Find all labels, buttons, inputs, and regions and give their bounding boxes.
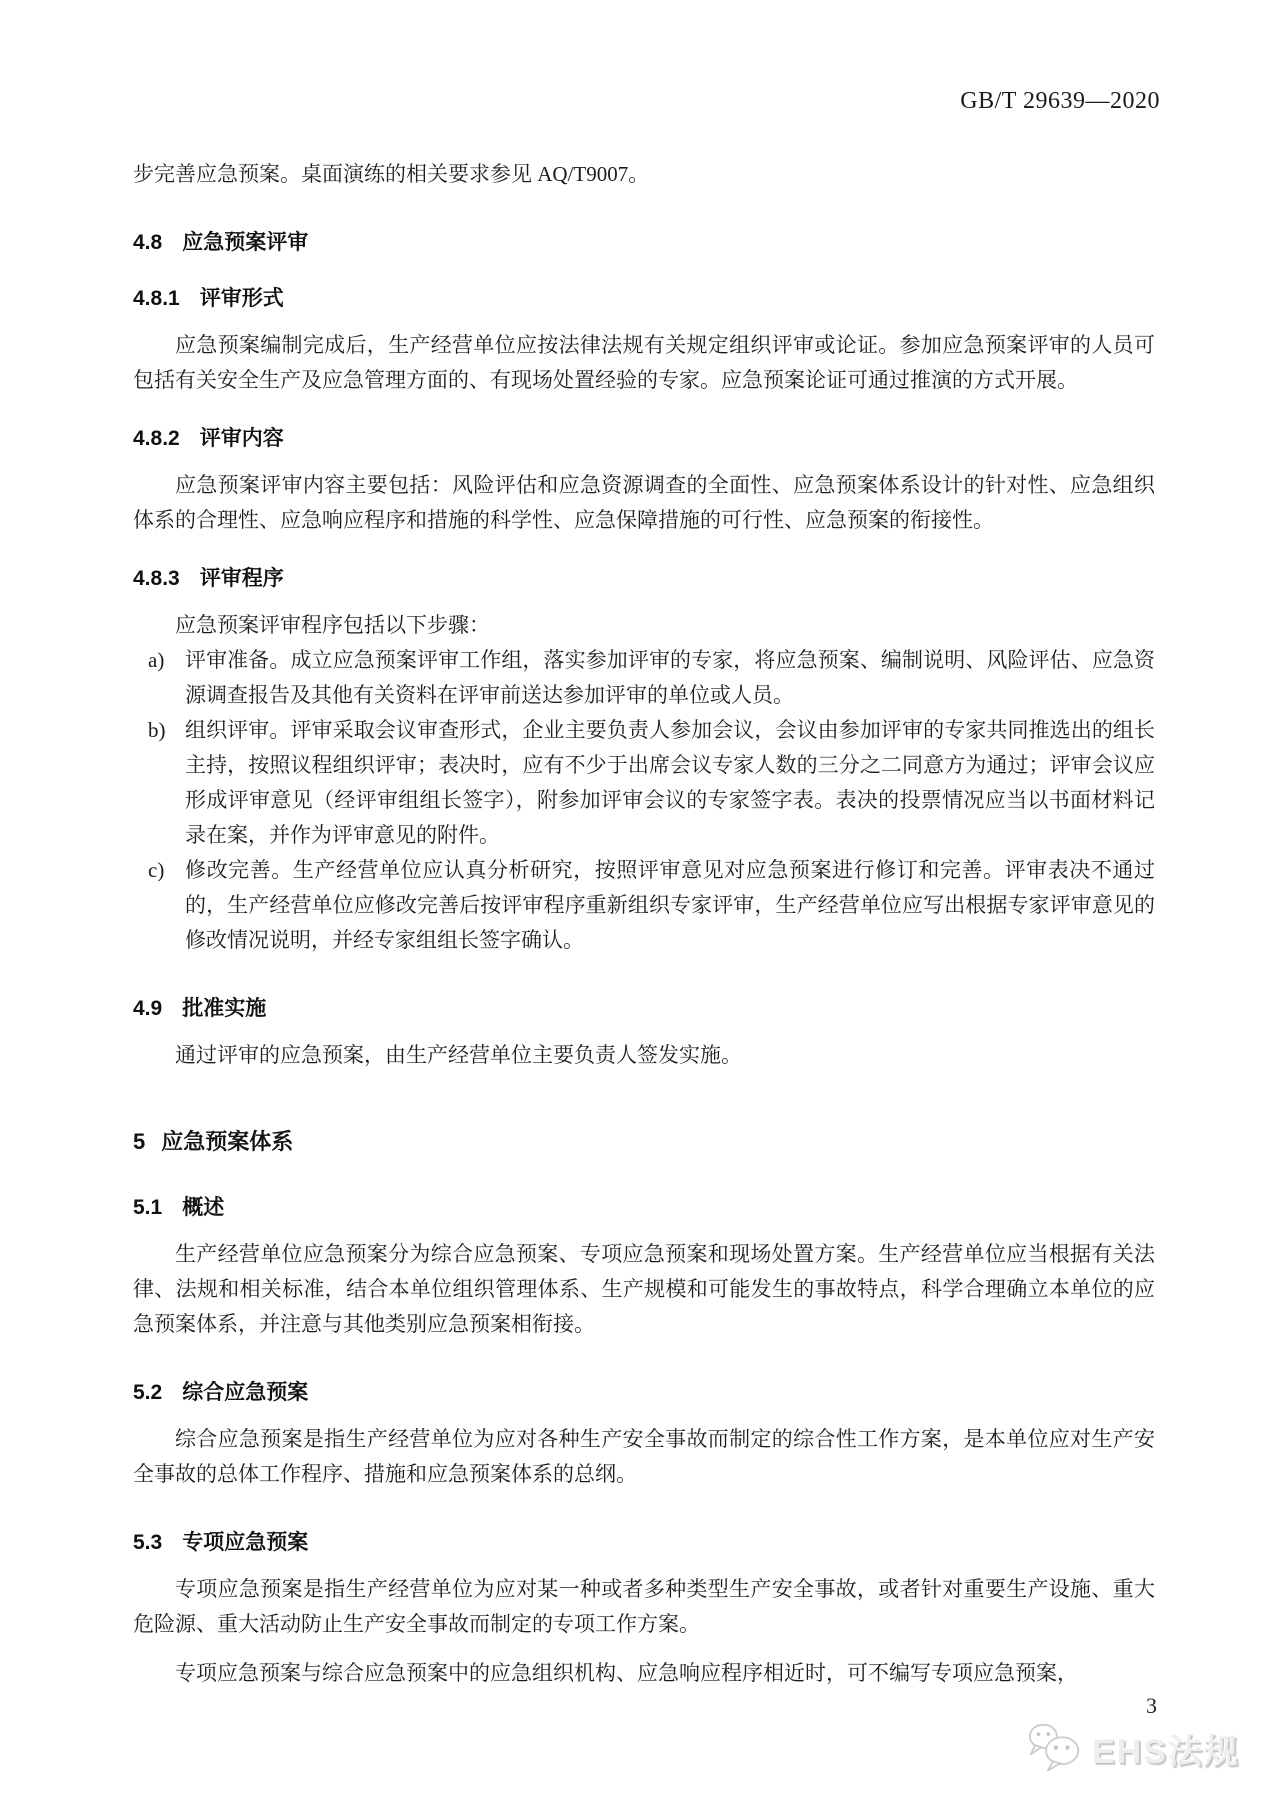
section-number: 5.3 — [133, 1531, 163, 1554]
watermark-label: EHS法规 — [1092, 1732, 1240, 1771]
list-lead-paragraph: 应急预案评审程序包括以下步骤： — [175, 613, 490, 637]
section-heading-5-2 — [133, 1378, 1155, 1408]
section-heading-4-8 — [133, 228, 1155, 258]
section-title: 批准实施 — [182, 997, 267, 1020]
section-heading-4-8-2 — [133, 424, 1155, 454]
review-procedure-list — [133, 643, 1155, 958]
continuation-paragraph: 步完善应急预案。桌面演练的相关要求参见 AQ/T9007。 — [133, 162, 650, 186]
list-item-a — [133, 643, 1155, 713]
section-heading-4-9 — [133, 994, 1155, 1024]
section-title: 评审形式 — [199, 287, 284, 310]
chapter-heading-5 — [133, 1127, 1155, 1157]
list-marker: a) — [148, 648, 165, 672]
chapter-number: 5 — [133, 1129, 146, 1154]
wechat-bubbles-icon — [1026, 1722, 1084, 1774]
list-marker: c) — [148, 858, 165, 882]
paragraph-4-8-2: 应急预案评审内容主要包括：风险评估和应急资源调查的全面性、应急预案体系设计的针对性、应急组织体系的合理性、应急响应程序和措施的科学性、应急保障措施的可行性、应急预案的衔接性。 — [133, 473, 1155, 532]
document-body — [133, 143, 1155, 1691]
list-item-text: 修改完善。生产经营单位应认真分析研究，按照评审意见对应急预案进行修订和完善。评审表决不通过的，生产经营单位应修改完善后按评审程序重新组织专家评审，生产经营单位应写出根据专家评审意见的修改情况说明，并经专家组组长签字确认。 — [185, 858, 1155, 952]
section-number: 5.1 — [133, 1196, 163, 1219]
list-marker: b) — [148, 718, 166, 742]
standard-code-header: GB/T 29639—2020 — [960, 88, 1160, 114]
paragraph-5-3-second: 专项应急预案与综合应急预案中的应急组织机构、应急响应程序相近时，可不编写专项应急预案， — [175, 1661, 1078, 1685]
list-item-b — [133, 713, 1155, 853]
list-item-c — [133, 853, 1155, 958]
paragraph-5-2: 综合应急预案是指生产经营单位为应对各种生产安全事故而制定的综合性工作方案，是本单位应对生产安全事故的总体工作程序、措施和应急预案体系的总纲。 — [133, 1427, 1155, 1486]
section-number: 4.8.1 — [133, 287, 180, 310]
section-title: 专项应急预案 — [182, 1531, 309, 1554]
paragraph-4-8-1: 应急预案编制完成后，生产经营单位应按法律法规有关规定组织评审或论证。参加应急预案评审的人员可包括有关安全生产及应急管理方面的、有现场处置经验的专家。应急预案论证可通过推演的方式开展。 — [133, 333, 1155, 392]
section-title: 应急预案评审 — [182, 231, 309, 254]
section-heading-4-8-1 — [133, 284, 1155, 314]
paragraph-5-3-first: 专项应急预案是指生产经营单位为应对某一种或者多种类型生产安全事故，或者针对重要生产设施、重大危险源、重大活动防止生产安全事故而制定的专项工作方案。 — [133, 1577, 1155, 1636]
section-number: 4.9 — [133, 997, 163, 1020]
section-number: 4.8 — [133, 231, 163, 254]
watermark — [1026, 1722, 1240, 1774]
chapter-title: 应急预案体系 — [161, 1129, 294, 1154]
section-title: 概述 — [182, 1196, 225, 1219]
section-number: 5.2 — [133, 1381, 163, 1404]
section-title: 评审内容 — [199, 427, 284, 450]
paragraph-5-1: 生产经营单位应急预案分为综合应急预案、专项应急预案和现场处置方案。生产经营单位应当根据有关法律、法规和相关标准，结合本单位组织管理体系、生产规模和可能发生的事故特点，科学合理确立本单位的应急预案体系，并注意与其他类别应急预案相衔接。 — [133, 1242, 1155, 1336]
section-title: 综合应急预案 — [182, 1381, 309, 1404]
section-heading-4-8-3 — [133, 564, 1155, 594]
section-number: 4.8.3 — [133, 567, 180, 590]
page-number: 3 — [1146, 1693, 1157, 1718]
section-number: 4.8.2 — [133, 427, 180, 450]
section-heading-5-1 — [133, 1193, 1155, 1223]
list-item-text: 评审准备。成立应急预案评审工作组，落实参加评审的专家，将应急预案、编制说明、风险评估、应急资源调查报告及其他有关资料在评审前送达参加评审的单位或人员。 — [185, 648, 1155, 707]
paragraph-4-9: 通过评审的应急预案，由生产经营单位主要负责人签发实施。 — [175, 1043, 742, 1067]
list-item-text: 组织评审。评审采取会议审查形式，企业主要负责人参加会议，会议由参加评审的专家共同推选出的组长主持，按照议程组织评审；表决时，应有不少于出席会议专家人数的三分之二同意方为通过；评审会议应形成评审意见（经评审组组长签字），附参加评审会议的专家签字表。表决的投票情况应当以书面材料记录在案，并作为评审意见的附件。 — [185, 718, 1155, 847]
section-heading-5-3 — [133, 1528, 1155, 1558]
section-title: 评审程序 — [199, 567, 284, 590]
